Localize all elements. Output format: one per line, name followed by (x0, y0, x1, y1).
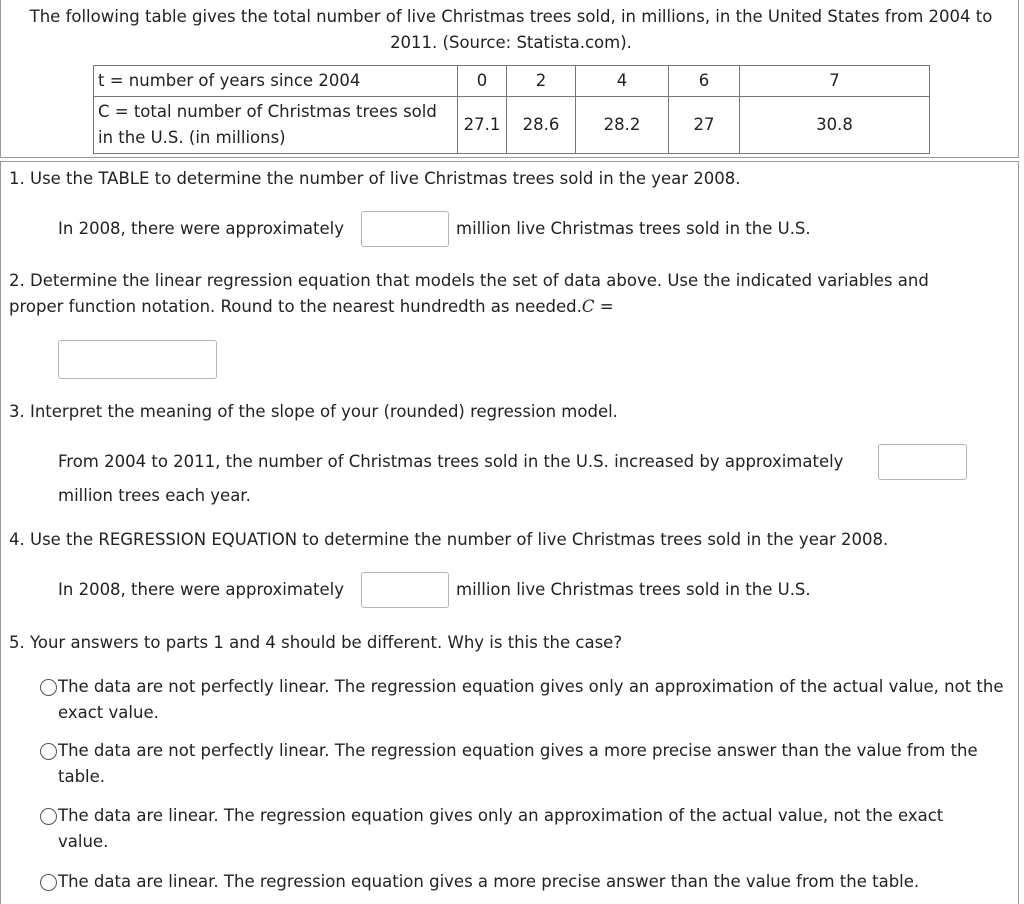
q1-after-text: million live Christmas trees sold in the U.S. (456, 219, 811, 238)
q5-prompt: 5. Your answers to parts 1 and 4 should be different. Why is this the case? (9, 633, 623, 652)
t-cell: 4 (576, 66, 669, 97)
q5-option-1-radio[interactable] (40, 679, 57, 696)
q5-option-1-label[interactable]: The data are not perfectly linear. The regression equation gives only an approximation of the actual value, not the exact value. (58, 677, 1004, 722)
q1-prompt: 1. Use the TABLE to determine the number of live Christmas trees sold in the year 2008. (9, 169, 741, 188)
q2-prompt-line2 (9, 294, 614, 320)
c-cell: 27 (669, 97, 740, 154)
q3-after-text: million trees each year. (58, 486, 251, 505)
table-row (94, 97, 930, 154)
q2-equals: = (599, 297, 614, 316)
q5-option-2-label[interactable]: The data are not perfectly linear. The regression equation gives a more precise answer than the value from the table. (58, 741, 978, 786)
c-cell: 28.2 (576, 97, 669, 154)
c-cell: 28.6 (507, 97, 576, 154)
q2-prompt-line1: 2. Determine the linear regression equation that models the set of data above. Use the indicated variables and (9, 271, 929, 290)
t-row-header: t = number of years since 2004 (94, 66, 458, 97)
q5-option-4-radio[interactable] (40, 874, 57, 891)
t-cell: 2 (507, 66, 576, 97)
q2-prompt-text: proper function notation. Round to the nearest hundredth as needed. (9, 297, 582, 316)
q2-variable: C (581, 297, 595, 316)
q1-answer-input[interactable] (361, 211, 449, 247)
c-cell: 27.1 (458, 97, 507, 154)
q5-option-2-radio[interactable] (40, 743, 57, 760)
c-row-header-line1: C = total number of Christmas trees sold (98, 102, 437, 121)
q5-option-4-label[interactable]: The data are linear. The regression equation gives a more precise answer than the value from the table. (58, 872, 920, 891)
q4-before-text: In 2008, there were approximately (58, 580, 344, 599)
q3-answer-input[interactable] (878, 444, 967, 480)
q4-prompt: 4. Use the REGRESSION EQUATION to determine the number of live Christmas trees sold in the year 2008. (9, 530, 889, 549)
intro-text: The following table gives the total number of live Christmas trees sold, in millions, in the United States from 2004 to 2011. (Source: Statista.com). (29, 7, 993, 52)
t-cell: 0 (458, 66, 507, 97)
q3-prompt: 3. Interpret the meaning of the slope of your (rounded) regression model. (9, 402, 618, 421)
data-table (93, 65, 930, 154)
t-cell: 7 (740, 66, 930, 97)
q5-option-3-radio[interactable] (40, 808, 57, 825)
table-row (94, 66, 930, 97)
q4-answer-input[interactable] (361, 572, 449, 608)
q1-before-text: In 2008, there were approximately (58, 219, 344, 238)
c-row-header-line2: in the U.S. (in millions) (98, 128, 286, 147)
t-cell: 6 (669, 66, 740, 97)
c-row-header (94, 97, 458, 154)
c-cell: 30.8 (740, 97, 930, 154)
q5-option-3-label[interactable]: The data are linear. The regression equation gives only an approximation of the actual value, not the exact value. (58, 806, 944, 851)
q4-after-text: million live Christmas trees sold in the U.S. (456, 580, 811, 599)
q2-equation-input[interactable] (58, 340, 217, 379)
q3-before-text: From 2004 to 2011, the number of Christmas trees sold in the U.S. increased by approximately (58, 452, 844, 471)
